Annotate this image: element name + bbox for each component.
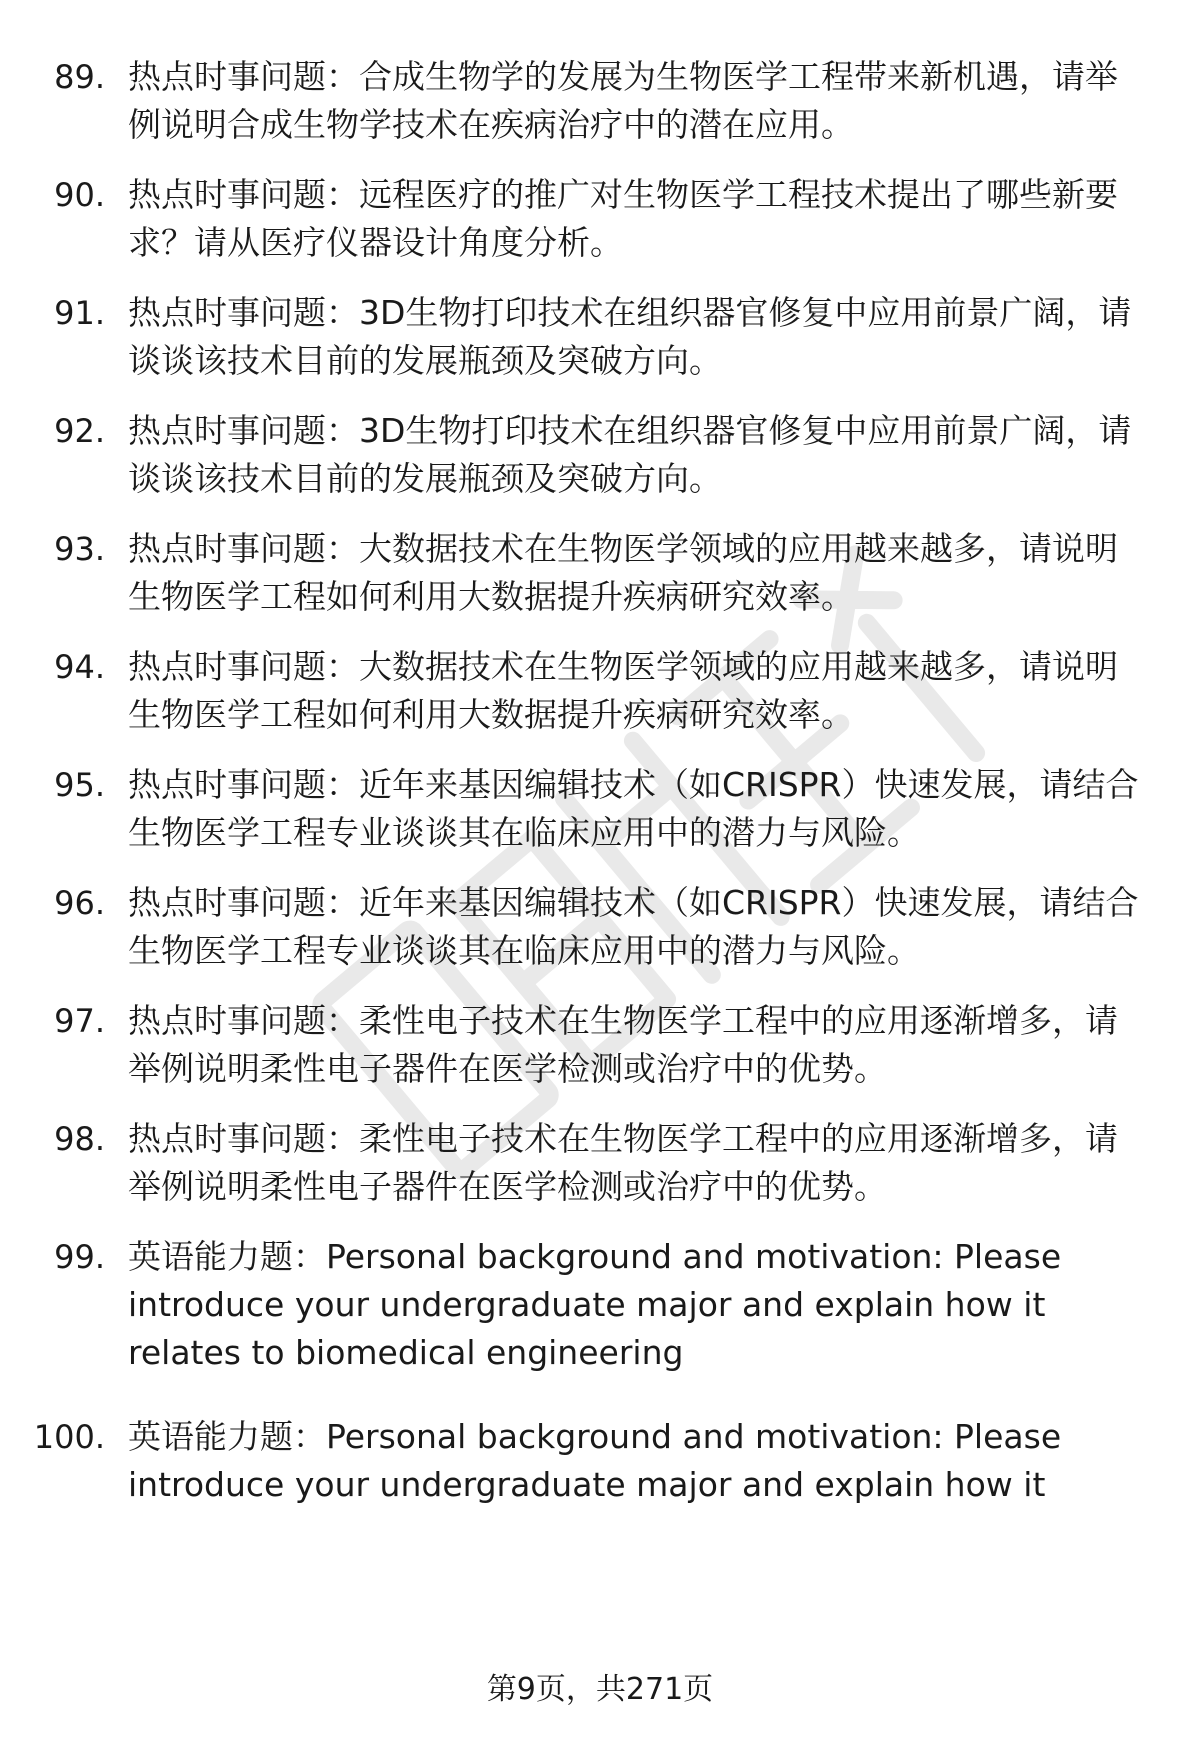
question-number: 99. — [54, 1238, 105, 1276]
page-number-label: 第9页，共271页 — [486, 1672, 714, 1707]
question-text: 热点时事问题：柔性电子技术在生物医学工程中的应用逐渐增多，请举例说明柔性电子器件在医学检测或治疗中的优势。 — [128, 1001, 1118, 1088]
question-text: 热点时事问题：近年来基因编辑技术（如CRISPR）快速发展，请结合生物医学工程专业谈谈其在临床应用中的潜力与风险。 — [128, 765, 1139, 852]
question-number: 89. — [54, 58, 105, 96]
question-text: 热点时事问题：大数据技术在生物医学领域的应用越来越多，请说明生物医学工程如何利用大数据提升疾病研究效率。 — [128, 647, 1118, 734]
question-number: 96. — [54, 884, 105, 922]
question-text: 热点时事问题：3D生物打印技术在组织器官修复中应用前景广阔，请谈谈该技术目前的发展瓶颈及突破方向。 — [128, 293, 1132, 380]
question-number: 94. — [54, 648, 105, 686]
question-text: 热点时事问题：大数据技术在生物医学领域的应用越来越多，请说明生物医学工程如何利用大数据提升疾病研究效率。 — [128, 529, 1118, 616]
question-text: 热点时事问题：远程医疗的推广对生物医学工程技术提出了哪些新要求？请从医疗仪器设计角度分析。 — [128, 175, 1118, 262]
question-number: 100. — [33, 1418, 105, 1456]
question-text: 热点时事问题：3D生物打印技术在组织器官修复中应用前景广阔，请谈谈该技术目前的发展瓶颈及突破方向。 — [128, 411, 1132, 498]
question-number: 90. — [54, 176, 105, 214]
question-text: 热点时事问题：合成生物学的发展为生物医学工程带来新机遇，请举例说明合成生物学技术在疾病治疗中的潜在应用。 — [128, 57, 1118, 144]
question-number: 92. — [54, 412, 105, 450]
question-text: 热点时事问题：近年来基因编辑技术（如CRISPR）快速发展，请结合生物医学工程专业谈谈其在临床应用中的潜力与风险。 — [128, 883, 1139, 970]
question-number: 93. — [54, 530, 105, 568]
question-number: 97. — [54, 1002, 105, 1040]
question-number: 95. — [54, 766, 105, 804]
page-footer — [0, 1670, 1200, 1710]
question-number: 91. — [54, 294, 105, 332]
question-number: 98. — [54, 1120, 105, 1158]
question-text: 英语能力题：Personal background and motivation: Please introduce your undergraduate major and explain how it relates to biomedical engineering — [128, 1237, 1062, 1372]
question-text: 热点时事问题：柔性电子技术在生物医学工程中的应用逐渐增多，请举例说明柔性电子器件在医学检测或治疗中的优势。 — [128, 1119, 1118, 1206]
question-text: 英语能力题：Personal background and motivation: Please introduce your undergraduate major and explain how it — [128, 1417, 1062, 1504]
